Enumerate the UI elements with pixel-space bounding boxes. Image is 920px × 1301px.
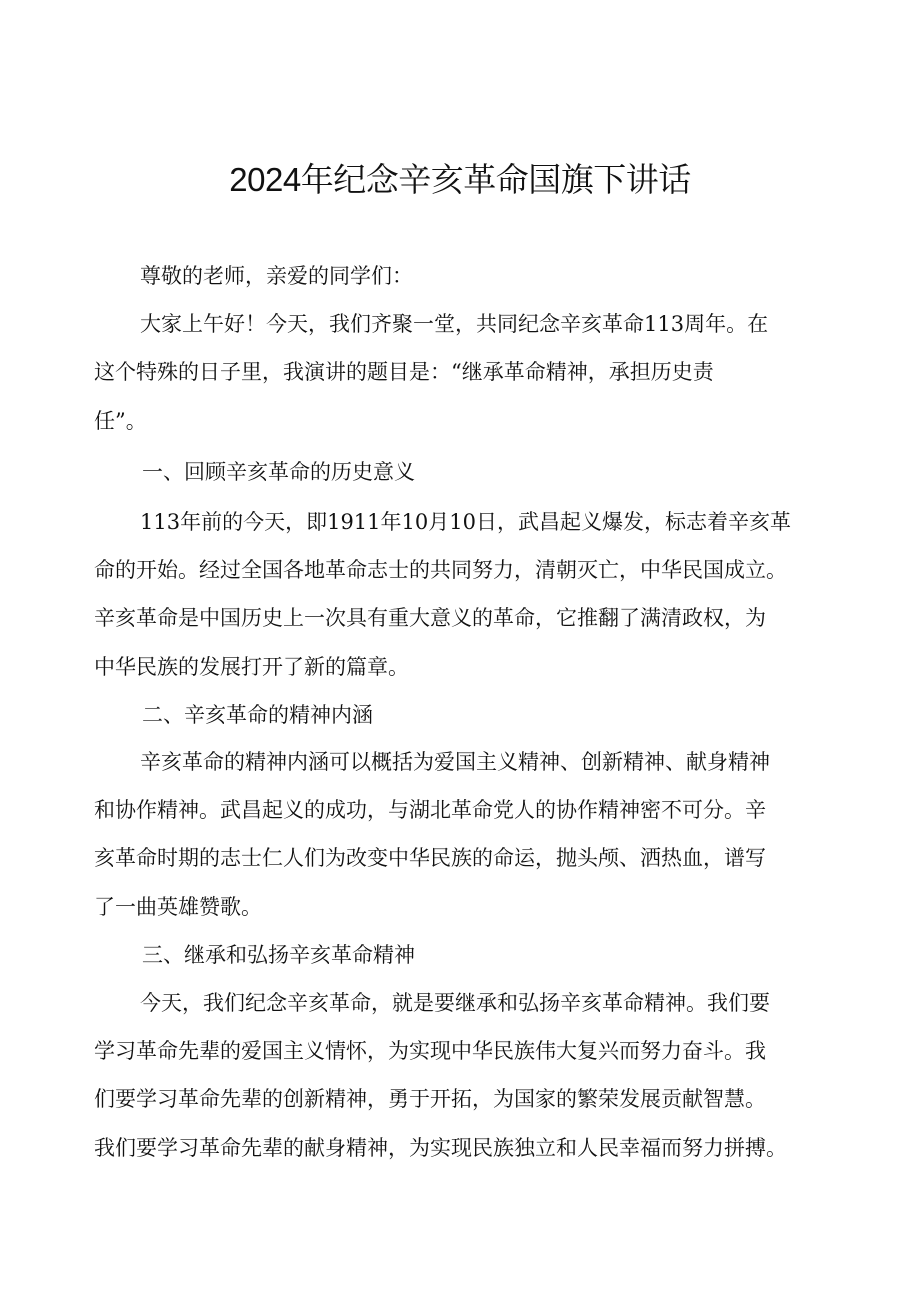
section-body-2 [94, 738, 834, 931]
section-heading-3: 三、继承和弘扬辛亥革命精神 [142, 943, 415, 967]
section-1-line-3: 辛亥革命是中国历史上一次具有重大意义的革命，它推翻了满清政权，为 [94, 606, 766, 631]
intro-block [94, 252, 834, 445]
intro-line-3: 任”。 [94, 408, 147, 433]
section-3-line-1: 今天，我们纪念辛亥革命，就是要继承和弘扬辛亥革命精神。我们要 [140, 991, 770, 1015]
section-body-1 [94, 498, 834, 691]
section-2-line-4: 了一曲英雄赞歌。 [94, 894, 262, 919]
section-3-line-2: 学习革命先辈的爱国主义情怀，为实现中华民族伟大复兴而努力奋斗。我 [94, 1039, 766, 1064]
section-body-3 [94, 979, 834, 1172]
document-title: 2024年纪念辛亥革命国旗下讲话 [229, 161, 691, 198]
section-heading-1: 一、回顾辛亥革命的历史意义 [142, 460, 415, 484]
greeting-line: 尊敬的老师，亲爱的同学们： [140, 264, 413, 288]
intro-line-2: 这个特殊的日子里，我演讲的题目是：“继承革命精神，承担历史责 [94, 360, 714, 385]
intro-line-1: 大家上午好！今天，我们齐聚一堂，共同纪念辛亥革命113周年。在 [140, 312, 769, 337]
section-1-line-2: 命的开始。经过全国各地革命志士的共同努力，清朝灭亡，中华民国成立。 [94, 558, 787, 583]
section-heading-2: 二、辛亥革命的精神内涵 [142, 703, 373, 727]
section-2-line-3: 亥革命时期的志士仁人们为改变中华民族的命运，抛头颅、洒热血，谱写 [94, 846, 766, 871]
section-2-line-1: 辛亥革命的精神内涵可以概括为爱国主义精神、创新精神、献身精神 [140, 750, 770, 774]
section-2-line-2: 和协作精神。武昌起义的成功，与湖北革命党人的协作精神密不可分。辛 [94, 798, 766, 823]
section-3-line-4: 我们要学习革命先辈的献身精神，为实现民族独立和人民幸福而努力拼搏。 [94, 1135, 787, 1160]
section-3-line-3: 们要学习革命先辈的创新精神，勇于开拓，为国家的繁荣发展贡献智慧。 [94, 1087, 766, 1112]
section-1-line-1: 113年前的今天，即1911年10月10日，武昌起义爆发，标志着辛亥革 [140, 510, 791, 534]
section-1-line-4: 中华民族的发展打开了新的篇章。 [94, 654, 409, 679]
